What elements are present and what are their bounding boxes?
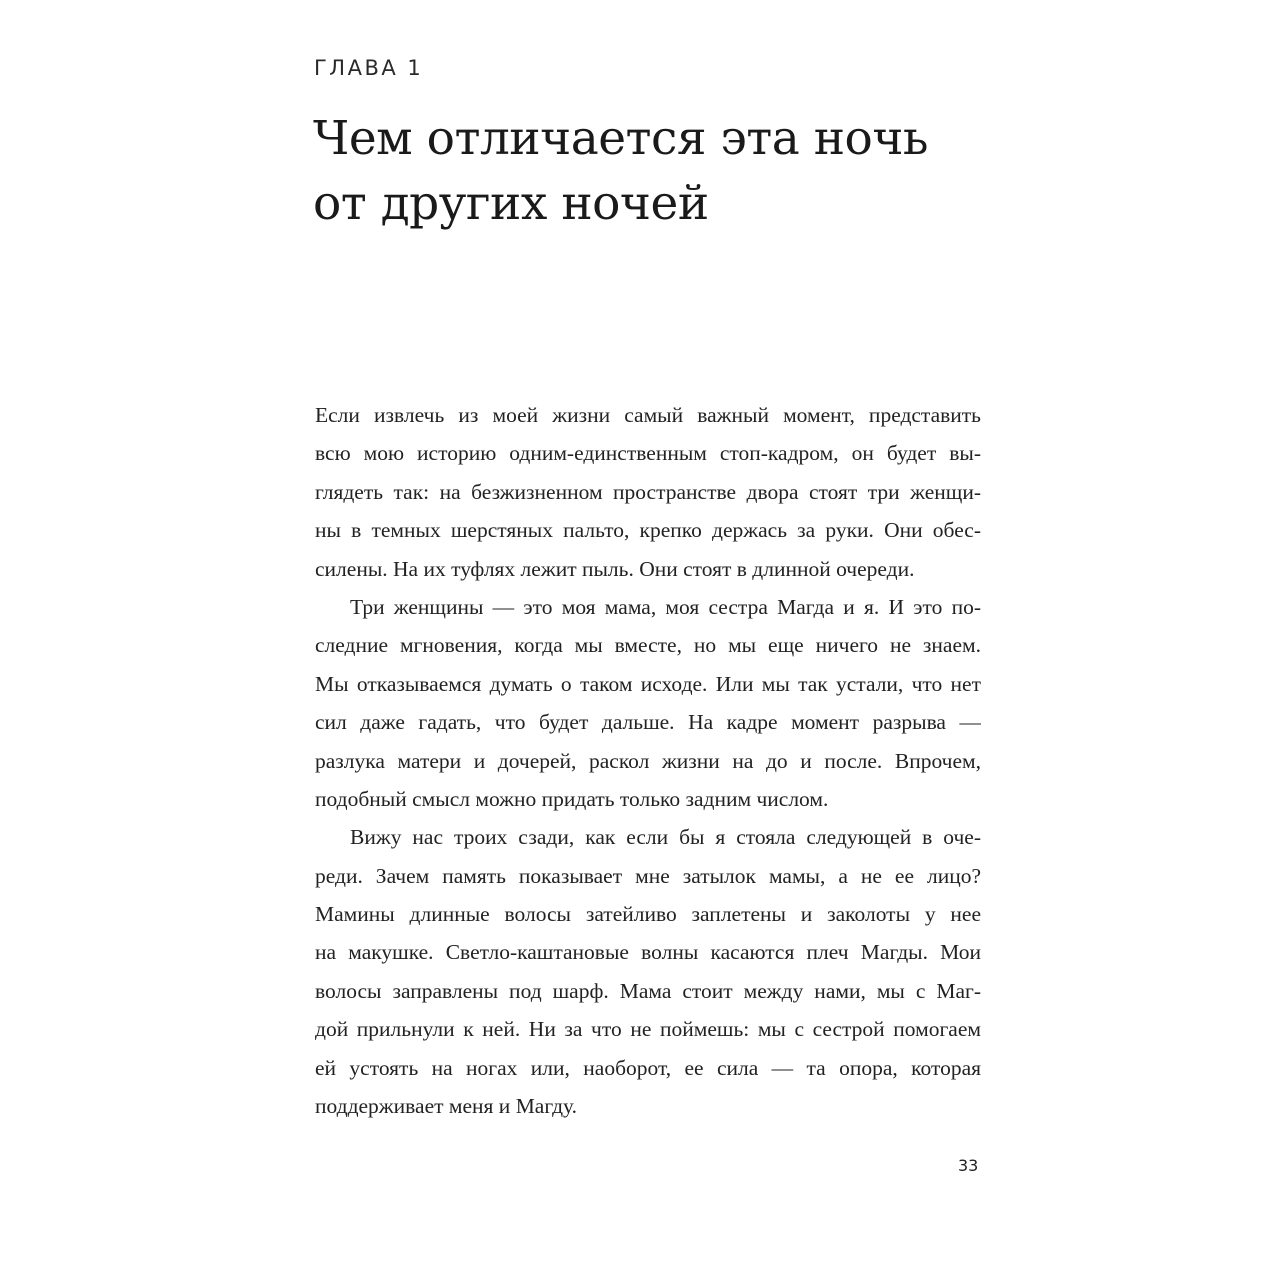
- text-line: реди. Зачем память показывает мне затылок мамы, а не ее лицо?: [315, 863, 981, 888]
- paragraph-3: [315, 818, 981, 1125]
- text-line: подобный смысл можно придать только задним числом.: [315, 786, 829, 811]
- text-line: Три женщины — это моя мама, моя сестра Магда и я. И это по-: [350, 594, 981, 619]
- paragraph-2: [315, 588, 981, 818]
- text-line: Если извлечь из моей жизни самый важный момент, представить: [315, 403, 981, 427]
- text-line: разлука матери и дочерей, раскол жизни на до и после. Впрочем,: [315, 748, 981, 773]
- chapter-label: ГЛАВА 1: [314, 56, 424, 80]
- text-line: глядеть так: на безжизненном пространстве двора стоят три женщи-: [315, 479, 981, 504]
- chapter-title-line-1: Чем отличается эта ночь: [313, 111, 929, 166]
- text-line: сил даже гадать, что будет дальше. На кадре момент разрыва —: [315, 710, 981, 735]
- chapter-title: [313, 106, 993, 236]
- text-line: дой прильнули к ней. Ни за что не поймешь: мы с сестрой помогаем: [315, 1017, 981, 1042]
- text-line: силены. На их туфлях лежит пыль. Они стоят в длинной очереди.: [315, 556, 915, 581]
- text-line: следние мгновения, когда мы вместе, но мы еще ничего не знаем.: [315, 633, 981, 658]
- text-line: поддерживает меня и Магду.: [315, 1094, 578, 1119]
- text-line: всю мою историю одним-единственным стоп-кадром, он будет вы-: [315, 441, 981, 466]
- chapter-title-line-2: от других ночей: [313, 176, 709, 231]
- text-line: ей устоять на ногах или, наоборот, ее сила — та опора, которая: [315, 1055, 981, 1080]
- text-line: на макушке. Светло-каштановые волны касаются плеч Магды. Мои: [315, 940, 981, 965]
- text-line: Вижу нас троих сзади, как если бы я стояла следующей в оче-: [350, 825, 981, 850]
- body-text: [315, 396, 981, 1125]
- paragraph-1: [315, 396, 981, 588]
- text-line: волосы заправлены под шарф. Мама стоит между нами, мы с Маг-: [315, 978, 981, 1003]
- text-line: ны в темных шерстяных пальто, крепко держась за руки. Они обес-: [315, 518, 981, 543]
- page-number: 33: [958, 1156, 979, 1175]
- text-line: Мамины длинные волосы затейливо заплетены и заколоты у нее: [315, 902, 981, 927]
- text-line: Мы отказываемся думать о таком исходе. Или мы так устали, что нет: [315, 671, 981, 696]
